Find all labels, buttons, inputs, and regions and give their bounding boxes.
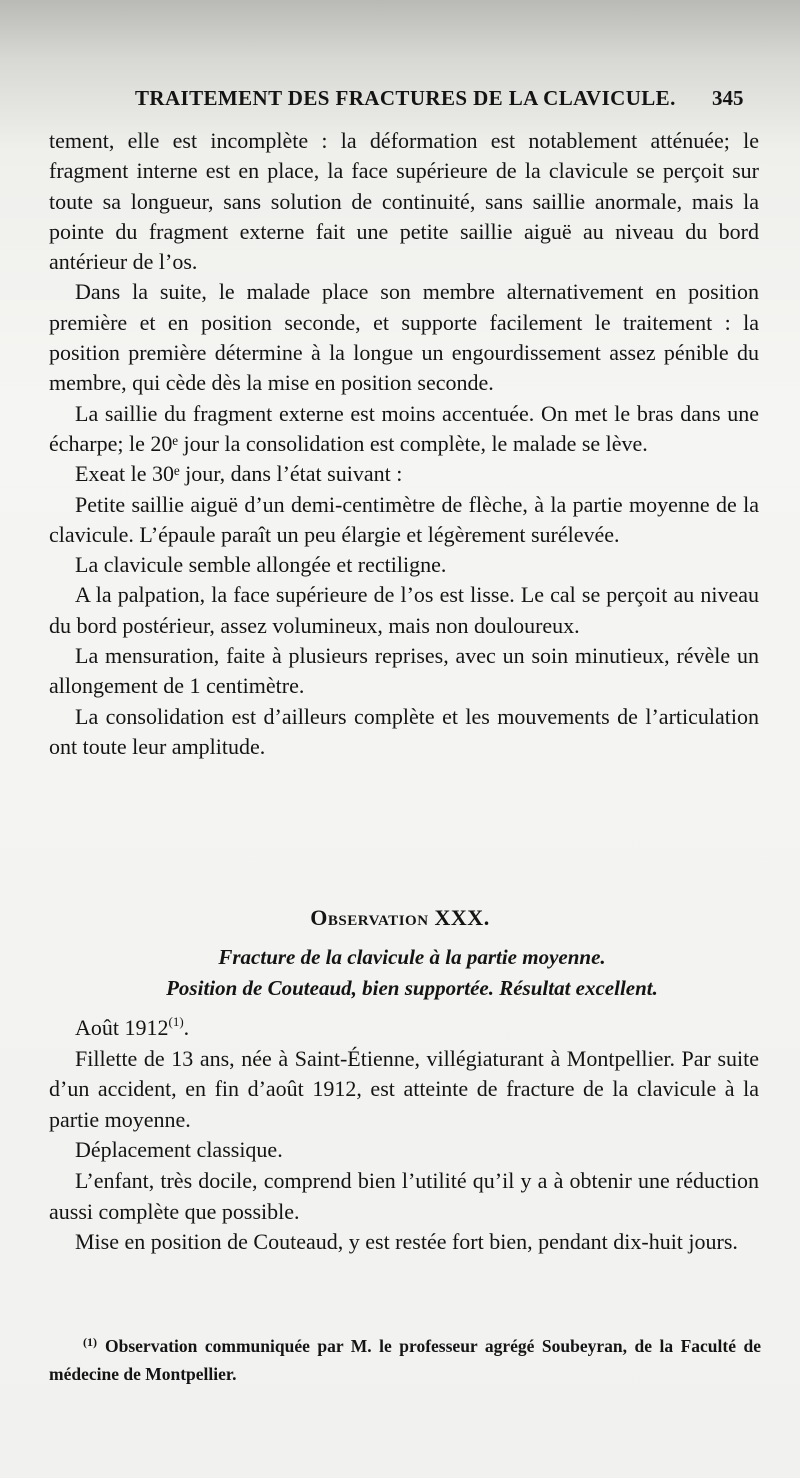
paragraph: L’enfant, très docile, comprend bien l’utilité qu’il y a à obtenir une réduction aussi complète que possible. (49, 1167, 759, 1224)
footnote-paragraph (49, 1328, 761, 1388)
body-text (49, 126, 759, 762)
observation-title-text: Observation XXX. (310, 905, 490, 930)
observation-subtitle: Fracture de la clavicule à la partie moyenne. (218, 945, 606, 969)
observation-title (0, 905, 800, 931)
footnote (49, 1328, 761, 1388)
date-text: Août 1912 (75, 1015, 169, 1040)
observation-body (49, 1013, 759, 1258)
footnote-reference: (1) (168, 1014, 184, 1029)
paragraph: Dans la suite, le malade place son membre alternativement en position première et en position seconde, et supporte facilement le traitement : la position première détermine à la longue un engourdissement assez pénible du membre, qui cède dès la mise en position seconde. (49, 279, 759, 396)
page-number: 345 (712, 86, 744, 110)
paragraph: Exeat le 30ᵉ jour, dans l’état suivant : (75, 461, 403, 487)
paragraph: La mensuration, faite à plusieurs reprises, avec un soin minutieux, révèle un allongement de 1 centimètre. (49, 643, 759, 699)
page-header (0, 86, 800, 116)
paragraph: La clavicule semble allongée et rectiligne. (75, 552, 447, 578)
observation-date: Août 1912$^{(1)}$. (75, 1014, 190, 1040)
paragraph: Fillette de 13 ans, née à Saint-Étienne, villégiaturant à Montpellier. Par suite d’un accident, en fin d’août 1912, est atteinte de fracture de la clavicule à la partie moyenne. (49, 1045, 759, 1132)
paragraph: Petite saillie aiguë d’un demi-centimètre de flèche, à la partie moyenne de la clavicule. L’épaule paraît un peu élargie et légèrement surélevée. (49, 491, 759, 547)
footnote-mark: (1) (83, 1335, 97, 1349)
observation-subtitle: Position de Couteaud, bien supportée. Résultat excellent. (166, 976, 658, 1000)
footnote-text: Observation communiquée par M. le professeur agrégé Soubeyran, de la Faculté de médecine de Montpellier. (49, 1336, 761, 1384)
paragraph: La saillie du fragment externe est moins accentuée. On met le bras dans une écharpe; le 20ᵉ jour la consolidation est complète, le malade se lève. (49, 400, 759, 456)
paragraph: Mise en position de Couteaud, y est restée fort bien, pendant dix-huit jours. (75, 1229, 738, 1255)
running-head: TRAITEMENT DES FRACTURES DE LA CLAVICULE. (135, 86, 676, 110)
paragraph: La consolidation est d’ailleurs complète et les mouvements de l’articulation ont toute leur amplitude. (49, 703, 759, 759)
paragraph: Déplacement classique. (75, 1137, 283, 1163)
paragraph: tement, elle est incomplète : la déformation est notablement atténuée; le fragment interne est en place, la face supérieure de la clavicule se perçoit sur toute sa longueur, sans solution de continuité, sans saillie anormale, mais la pointe du fragment externe fait une petite saillie aiguë au niveau du bord antérieur de l’os. (49, 128, 759, 275)
paragraph: A la palpation, la face supérieure de l’os est lisse. Le cal se perçoit au niveau du bord postérieur, assez volumineux, mais non douloureux. (49, 582, 759, 638)
